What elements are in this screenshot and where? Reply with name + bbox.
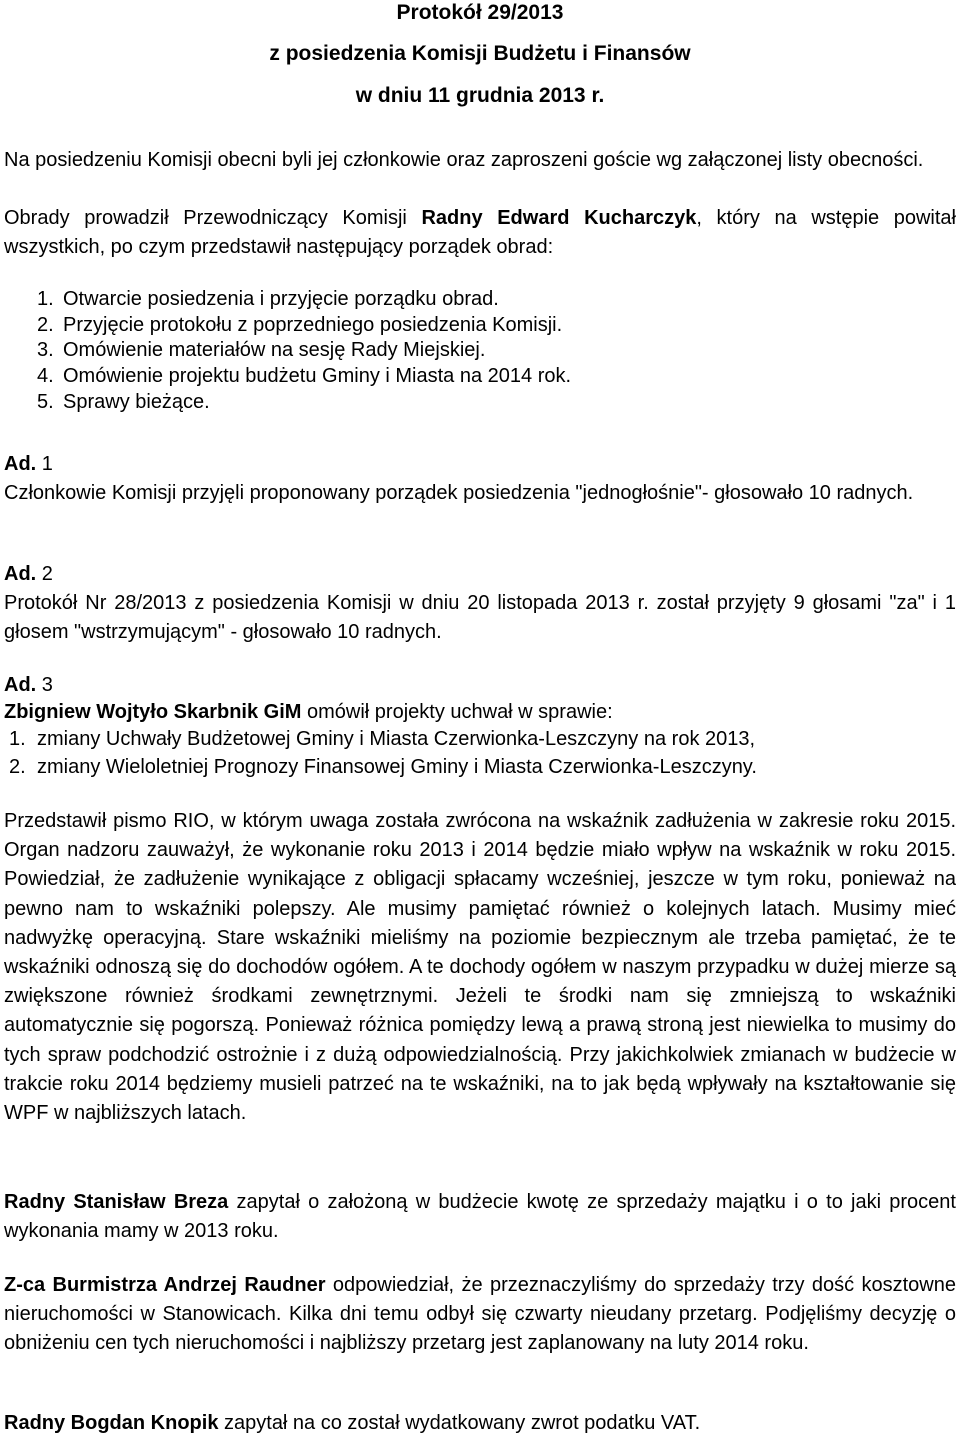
intro-chair-text: Obrady prowadził Przewodniczący Komisji (4, 207, 407, 229)
raudner-paragraph: Z-ca Burmistrza Andrzej Raudner odpowiedział, że przeznaczyliśmy do sprzedaży trzy dość kosztowne nieruchomości w Stanowicach. Kilka dni temu odbył się czwarty nieudany przetarg. Podjęliśmy decyzję o obniżeniu cen tych nieruchomości i najbliższy przetarg jest zaplanowany na luty 2014 roku. (4, 1274, 956, 1355)
ad3-paragraph: Przedstawił pismo RIO, w którym uwaga została zwrócona na wskaźnik zadłużenia w zakresie roku 2015. Organ nadzoru zauważył, że wykonanie roku 2013 i 2014 będzie miało wpływ na wskaźnik w roku 2015. Powiedział, że zadłużenie wynikające z obligacji spłacamy wcześniej, jeszcze w tym roku, ponieważ na pewno nam to wskaźniki polepszy. Ale musimy pamiętać również o kolejnych latach. Musimy mieć nadwyżkę operacyjną. Stare wskaźniki mieliśmy na poziomie bezpiecznym ale trzeba pamiętać, że te wskaźniki odnoszą się do dochodów ogółem. A te dochody ogółem w naszym przypadku w dużej mierze są zwiększone również środkami zewnętrznymi. Jeżeli te środki nam się zmniejszą to wskaźniki automatycznie się pogorszą. Ponieważ różnica pomiędzy lewą a prawą stroną jest niewielka to musimy do tych spraw podchodzić ostrożnie i z dużą odpowiedzialnością. Przy jakichkolwiek zmianach w budżecie w trakcie roku 2014 będziemy musieli patrzeć na te wskaźniki, na to jak będą wpływały na kształtowanie się WPF w najbliższych latach. (4, 810, 956, 1125)
agenda-item: 3. Omówienie materiałów na sesję Rady Miejskiej. (37, 339, 486, 362)
agenda-item: 5. Sprawy bieżące. (37, 390, 210, 413)
chair-name: Radny Edward Kucharczyk (421, 207, 697, 229)
agenda-item: 4. Omówienie projektu budżetu Gminy i Miasta na 2014 rok. (37, 365, 572, 388)
document-title: Protokół 29/2013 (396, 1, 564, 24)
agenda-list (37, 287, 571, 416)
document-subtitle: z posiedzenia Komisji Budżetu i Finansów (269, 42, 691, 65)
ad3-heading: Ad. 3 (4, 674, 53, 696)
intro-chair-paragraph (4, 204, 956, 262)
agenda-item: 1. Otwarcie posiedzenia i przyjęcie porządku obrad. (37, 288, 499, 310)
raudner-speaker: Z-ca Burmistrza Andrzej Raudner (4, 1274, 326, 1296)
ad1-heading: Ad. 1 (4, 453, 53, 475)
document-date: w dniu 11 grudnia 2013 r. (355, 84, 605, 107)
knopik-paragraph: Radny Bogdan Knopik zapytał na co został wydatkowany zwrot podatku VAT. (4, 1412, 701, 1434)
intro-chair-text-2: , który na wstępie powitał wszystkich, po czym przedstawił następujący porządek obrad: (4, 207, 956, 259)
ad3-speaker-line: Zbigniew Wojtyło Skarbnik GiM omówił projekty uchwał w sprawie: (4, 701, 613, 723)
ad2-heading: Ad. 2 (4, 563, 53, 585)
ad2-text: Protokół Nr 28/2013 z posiedzenia Komisji w dniu 20 listopada 2013 r. został przyjęty 9 głosami "za" i 1 głosem "wstrzymującym" - głosowało 10 radnych. (4, 592, 956, 644)
ad3-resolution-list (9, 725, 757, 781)
ad1-text: Członkowie Komisji przyjęli proponowany porządek posiedzenia "jednogłośnie"- głosowało 10 radnych. (4, 482, 914, 504)
knopik-speaker: Radny Bogdan Knopik (4, 1412, 219, 1434)
resolution-item: 2. zmiany Wieloletniej Prognozy Finansowej Gminy i Miasta Czerwionka-Leszczyny. (9, 756, 757, 778)
agenda-item: 2. Przyjęcie protokołu z poprzedniego posiedzenia Komisji. (37, 313, 563, 336)
resolution-item: 1. zmiany Uchwały Budżetowej Gminy i Miasta Czerwionka-Leszczyny na rok 2013, (9, 728, 756, 750)
breza-paragraph: Radny Stanisław Breza zapytał o założoną w budżecie kwotę ze sprzedaży majątku i o to jaki procent wykonania mamy w 2013 roku. (4, 1191, 956, 1243)
intro-attendance: Na posiedzeniu Komisji obecni byli jej członkowie oraz zaproszeni goście wg załączonej listy obecności. (4, 149, 924, 171)
breza-speaker: Radny Stanisław Breza (4, 1191, 229, 1213)
ad3-speaker: Zbigniew Wojtyło Skarbnik GiM (4, 701, 302, 723)
